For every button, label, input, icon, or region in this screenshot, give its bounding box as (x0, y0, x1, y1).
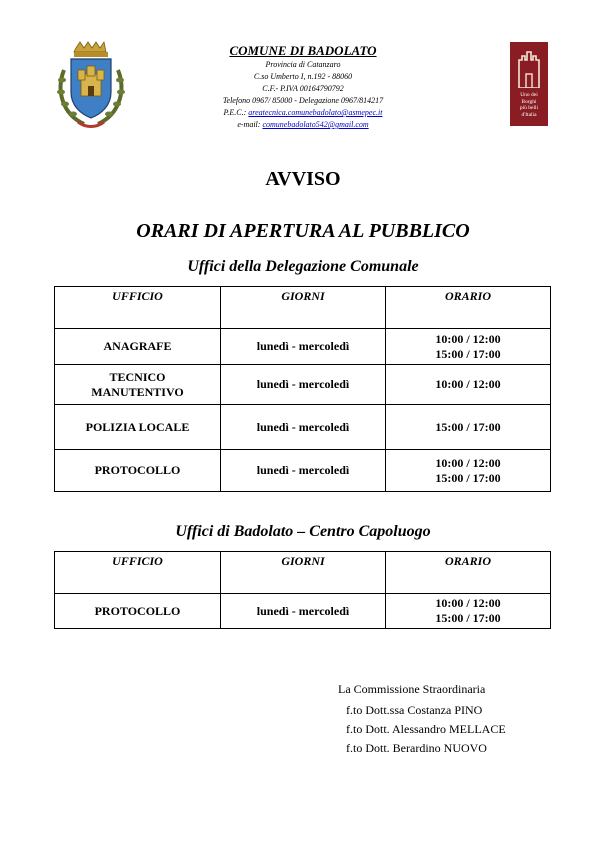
section2-title: Uffici di Badolato – Centro Capoluogo (175, 523, 431, 540)
pec-link[interactable]: areatecnica.comunebadolato@asmepec.it (248, 108, 383, 117)
signature-block (338, 680, 506, 758)
pec-label: P.E.C.: (223, 108, 247, 117)
notice-title: AVVISO (265, 168, 341, 190)
office-cell: PROTOCOLLO (55, 594, 221, 629)
column-header-days: GIORNI (221, 287, 386, 329)
coat-of-arms-icon (54, 40, 128, 130)
column-header-days: GIORNI (221, 552, 386, 594)
phone-line: Telefono 0967/ 85000 - Delegazione 0967/814217 (222, 96, 384, 105)
table-row (55, 365, 551, 405)
office-cell: POLIZIA LOCALE (55, 405, 221, 450)
main-title: ORARI DI APERTURA AL PUBBLICO (136, 220, 470, 242)
office-cell: TECNICO MANUTENTIVO (55, 365, 221, 405)
column-header-hours: ORARIO (386, 287, 551, 329)
days-cell: lunedì - mercoledì (221, 450, 386, 492)
table-header-row (55, 287, 551, 329)
pec-line (140, 107, 466, 119)
email-label: e-mail: (237, 120, 261, 129)
column-header-office: UFFICIO (55, 287, 221, 329)
signatory-name: f.to Dott. Berardino NUOVO (346, 741, 487, 755)
email-line (140, 119, 466, 131)
hours-cell: 15:00 / 17:00 (386, 405, 551, 450)
email-link[interactable]: comunebadolato542@gmail.com (262, 120, 369, 129)
days-cell: lunedì - mercoledì (221, 405, 386, 450)
hours-cell: 10:00 / 12:00 15:00 / 17:00 (386, 329, 551, 365)
days-cell: lunedì - mercoledì (221, 365, 386, 405)
table-header-row (55, 552, 551, 594)
table-row (55, 594, 551, 629)
delegation-schedule-table (54, 286, 551, 492)
table-row (55, 450, 551, 492)
tax-code-line: C.F.- P.IVA 00164790792 (262, 84, 344, 93)
table-row (55, 329, 551, 365)
signatory-name: f.to Dott.ssa Costanza PINO (346, 703, 483, 717)
capoluogo-schedule-table (54, 551, 551, 629)
address-line: C.so Umberto I, n.192 - 88060 (253, 72, 353, 81)
column-header-office: UFFICIO (55, 552, 221, 594)
hours-cell: 10:00 / 12:00 15:00 / 17:00 (386, 450, 551, 492)
municipality-title: COMUNE DI BADOLATO (229, 43, 377, 58)
column-header-hours: ORARIO (386, 552, 551, 594)
office-cell: PROTOCOLLO (55, 450, 221, 492)
letterhead (140, 42, 466, 131)
signatory-name: f.to Dott. Alessandro MELLACE (346, 722, 506, 736)
hours-cell: 10:00 / 12:00 (386, 365, 551, 405)
table-row (55, 405, 551, 450)
commission-heading: La Commissione Straordinaria (338, 682, 486, 696)
office-cell: ANAGRAFE (55, 329, 221, 365)
days-cell: lunedì - mercoledì (221, 329, 386, 365)
section1-title: Uffici della Delegazione Comunale (187, 258, 419, 275)
borghi-badge (510, 42, 548, 126)
hours-cell: 10:00 / 12:00 15:00 / 17:00 (386, 594, 551, 629)
castle-icon (516, 50, 542, 88)
province-line: Provincia di Catanzaro (265, 60, 341, 69)
badge-text: Uno dei Borghi più belli d'Italia (519, 92, 539, 118)
days-cell: lunedì - mercoledì (221, 594, 386, 629)
